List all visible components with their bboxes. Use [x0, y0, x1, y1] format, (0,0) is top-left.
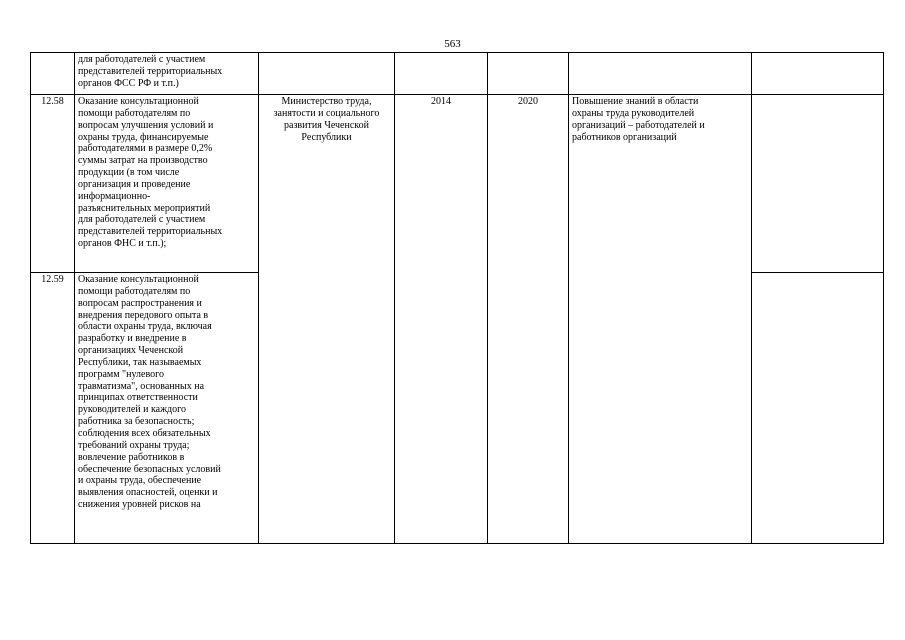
continuation-description-cell: [75, 53, 259, 95]
description-line: органов ФНС и т.п.);: [78, 238, 167, 250]
description-line: требований охраны труда;: [78, 439, 190, 451]
description-line: органов ФСС РФ и т.п.): [78, 77, 179, 89]
description-line: охраны труда, финансируемые: [78, 131, 209, 143]
description-line: принципах ответственности: [78, 392, 198, 404]
continuation-executor-cell: [259, 53, 395, 95]
measures-table: [30, 52, 884, 544]
continuation-result-cell: [569, 53, 752, 95]
description-line: травматизма", основанных на: [78, 380, 205, 392]
description-line: области охраны труда, включая: [78, 321, 212, 333]
description-line: для работодателей с участием: [78, 54, 206, 65]
extra-cell-12-59: [752, 273, 884, 544]
table-row-continuation: [31, 53, 884, 95]
measure-description-cell: [75, 273, 259, 544]
description-line: руководителей и каждого: [78, 404, 186, 416]
continuation-num-cell: [31, 53, 75, 95]
result-line: организаций – работодателей и: [572, 119, 705, 131]
description-line: вовлечение работников в: [78, 451, 185, 463]
executor-line: Республики: [301, 131, 352, 143]
description-line: внедрения передового опыта в: [78, 309, 209, 321]
description-line: Оказание консультационной: [78, 96, 199, 107]
end-year: 2020: [518, 96, 538, 107]
row-number: 12.59: [31, 273, 75, 544]
row-number: 12.58: [31, 95, 75, 273]
executor-line: Министерство труда,: [281, 96, 372, 107]
description-line: обеспечение безопасных условий: [78, 463, 221, 475]
page-number: 563: [444, 38, 461, 50]
executor-cell: [259, 95, 395, 544]
description-line: Оказание консультационной: [78, 274, 199, 285]
description-line: организация и проведение: [78, 178, 191, 190]
end-year-cell: [488, 95, 569, 544]
continuation-start-cell: [395, 53, 488, 95]
extra-cell-12-58: [752, 95, 884, 273]
description-line: снижения уровней рисков на: [78, 499, 201, 511]
description-line: вопросам улучшения условий и: [78, 119, 214, 131]
description-line: продукции (в том числе: [78, 167, 180, 179]
description-line: программ "нулевого: [78, 368, 164, 380]
description-line: информационно-: [78, 190, 151, 202]
executor-line: занятости и социального: [273, 107, 380, 119]
description-line: разработку и внедрение в: [78, 333, 187, 345]
continuation-end-cell: [488, 53, 569, 95]
description-line: представителей территориальных: [78, 65, 223, 77]
description-line: помощи работодателям по: [78, 285, 191, 297]
expected-result-cell: [569, 95, 752, 544]
description-line: помощи работодателям по: [78, 107, 191, 119]
description-line: работодателями в размере 0,2%: [78, 143, 213, 155]
start-year: 2014: [431, 96, 451, 107]
continuation-extra-cell: [752, 53, 884, 95]
result-line: охраны труда руководителей: [572, 107, 695, 119]
description-line: и охраны труда, обеспечение: [78, 475, 202, 487]
measure-description-cell: [75, 95, 259, 273]
description-line: организациях Чеченской: [78, 345, 184, 357]
table-row-12-58: [31, 95, 884, 273]
description-line: Республики, так называемых: [78, 356, 202, 368]
description-line: разъяснительных мероприятий: [78, 202, 211, 214]
description-line: вопросам распространения и: [78, 297, 202, 309]
result-line: Повышение знаний в области: [572, 96, 699, 107]
description-line: представителей территориальных: [78, 226, 223, 238]
executor-line: развития Чеченской: [284, 119, 369, 131]
description-line: работника за безопасность;: [78, 416, 195, 428]
result-line: работников организаций: [572, 131, 677, 143]
description-line: суммы затрат на производство: [78, 155, 208, 167]
description-line: выявления опасностей, оценки и: [78, 487, 218, 499]
start-year-cell: [395, 95, 488, 544]
description-line: соблюдения всех обязательных: [78, 427, 211, 439]
description-line: для работодателей с участием: [78, 214, 206, 226]
